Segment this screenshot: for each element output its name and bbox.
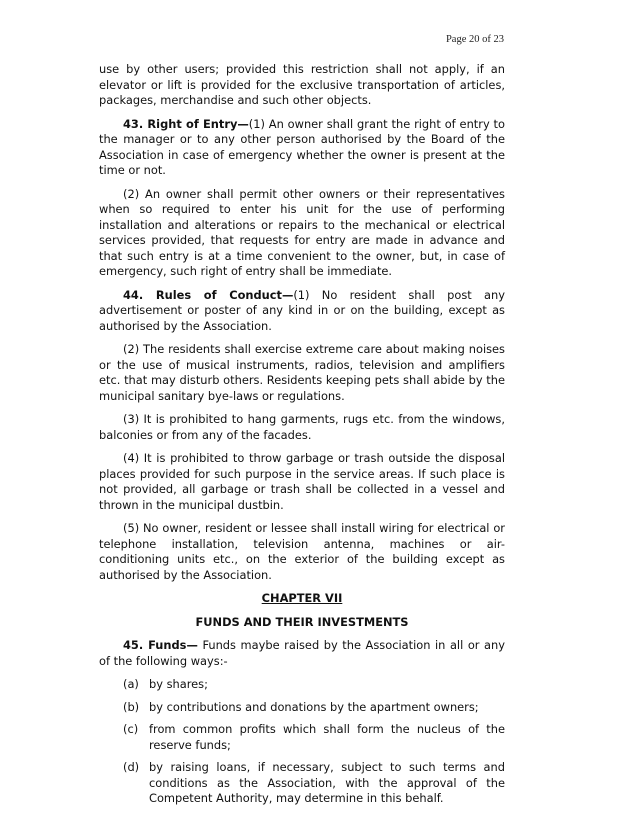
list-item-text: by shares; bbox=[149, 677, 208, 691]
list-item bbox=[99, 677, 505, 693]
document-body bbox=[99, 62, 505, 814]
chapter-title: CHAPTER VII bbox=[261, 591, 343, 605]
section-45-text: Funds maybe raised by the Association in all or any of the following ways:- bbox=[99, 638, 505, 668]
list-item bbox=[99, 722, 505, 753]
paragraph-continuation: use by other users; provided this restriction shall not apply, if an elevator or lift is provided for the exclusive transportation of articles, packages, merchandise and such other objects. bbox=[99, 62, 505, 107]
list-item-label: (a) bbox=[123, 677, 139, 691]
list-item-label: (c) bbox=[123, 722, 139, 736]
section-44-clause-5: (5) No owner, resident or lessee shall install wiring for electrical or telephone installation, television antenna, machines or air-conditioning units etc., on the exterior of the building except as authorised by the Association. bbox=[99, 521, 505, 582]
section-44-title: 44. Rules of Conduct— bbox=[123, 287, 294, 302]
section-44-clause-3: (3) It is prohibited to hang garments, rugs etc. from the windows, balconies or from any of the facades. bbox=[99, 412, 505, 442]
list-item-label: (b) bbox=[123, 699, 140, 714]
section-45 bbox=[99, 638, 505, 669]
section-44 bbox=[99, 288, 505, 335]
section-44-clause-4: (4) It is prohibited to throw garbage or trash outside the disposal places provided for such purpose in the service areas. If such place is not provided, all garbage or trash shall be collected in a vessel and thrown in the municipal dustbin. bbox=[99, 451, 505, 512]
list-item-text: by raising loans, if necessary, subject to such terms and conditions as the Association, with the approval of the Competent Authority, may determine in this behalf. bbox=[149, 760, 505, 805]
list-item-text: from common profits which shall form the nucleus of the reserve funds; bbox=[149, 722, 505, 752]
section-45-title: 45. Funds— bbox=[123, 638, 198, 652]
list-item-text: by contributions and donations by the apartment owners; bbox=[149, 699, 479, 714]
chapter-subtitle: FUNDS AND THEIR INVESTMENTS bbox=[195, 614, 409, 629]
section-43 bbox=[99, 117, 505, 179]
list-item-label: (d) bbox=[123, 760, 140, 774]
section-44-clause-2: (2) The residents shall exercise extreme care about making noises or the use of musical instruments, radios, television and amplifiers etc. that may disturb others. Residents keeping pets shall abide by the municipal sanitary bye-laws or regulations. bbox=[99, 342, 505, 403]
section-43-text: (1) An owner shall grant the right of entry to the manager or to any other person authorised by the Board of the Association in case of emergency whether the owner is present at the time or not. bbox=[99, 116, 505, 177]
section-43-clause-2: (2) An owner shall permit other owners or their representatives when so required to enter his unit for the use of performing installation and alterations or repairs to the mechanical or electrical services provided, that requests for entry are made in advance and that such entry is at a time convenient to the owner, but, in case of emergency, such right of entry shall be immediate. bbox=[99, 186, 505, 278]
section-44-text: (1) No resident shall post any advertisement or poster of any kind in or on the building, except as authorised by the Association. bbox=[99, 287, 505, 333]
page-number: Page 20 of 23 bbox=[445, 34, 504, 45]
list-item bbox=[99, 760, 505, 807]
list-item bbox=[99, 700, 505, 716]
section-43-title: 43. Right of Entry— bbox=[123, 116, 249, 131]
